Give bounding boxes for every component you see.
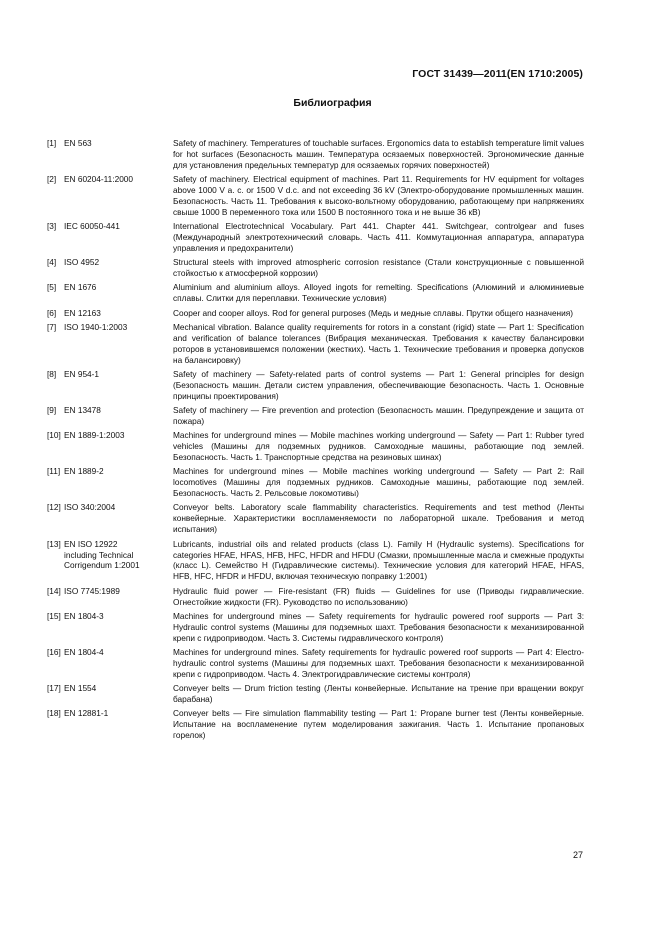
bibliography-entry (47, 174, 584, 218)
bibliography-entry (47, 647, 584, 680)
entry-standard-code: EN 563 (64, 138, 92, 148)
entry-description: Machines for underground mines — Mobile machines working underground — Safety — Part 1: Rubber tyred vehicles (Машины для подземных рудников. Самоходные машины, работающие под землей. Безопасность. Часть 1. Транспортные средства на резиновых шинах) (173, 430, 584, 463)
entry-number: [17] (47, 683, 61, 694)
document-header: ГОСТ 31439—2011(EN 1710:2005) (412, 68, 583, 80)
entry-standard-code: EN 12163 (64, 307, 101, 318)
entry-description: International Electrotechnical Vocabulary. Part 441. Chapter 441. Switchgear, controlgear and fuses (Международный электротехнический словарь. Часть 411. Коммутационная аппаратура, аппаратура управления и предохранители) (173, 221, 584, 253)
bibliography-entry (47, 430, 584, 463)
entry-standard-code: EN 1889-2 (64, 466, 104, 477)
entry-description: Lubricants, industrial oils and related products (class L). Family H (Hydraulic systems). Specifications for categories HFAE, HFAS, HFB, HFC, HFDR and HFDU (Смазки, промышленные масла и смежные продукты (класс L). Семейство H (Гидравлические системы). Технические условия для категорий HFAE, HFAS, HFB, HFC, HFDR и HFDU, включая техническую поправку 1:2001) (173, 538, 584, 582)
entry-standard-code: EN 1804-4 (64, 646, 104, 657)
bibliography-entry (47, 502, 584, 535)
entry-standard-code: EN ISO 12922 including Technical Corrigendum 1:2001 (64, 538, 140, 571)
entry-standard-code: EN 1889-1:2003 (64, 430, 125, 441)
entry-number: [4] (47, 257, 57, 268)
entry-standard-code: ISO 7745:1989 (64, 585, 120, 596)
bibliography-entry (47, 466, 584, 499)
entry-number: [14] (47, 585, 61, 596)
entry-number: [15] (47, 610, 61, 621)
bibliography-entry (47, 369, 584, 402)
entry-number: [8] (47, 368, 57, 379)
entry-description: Machines for underground mines — Safety requirements for hydraulic powered roof supports — Part 3: Hydraulic control systems (Машины для подземных шахт. Требования безопасности к механизированной крепи с гидроприводом. Часть 3. Системы гидравлического контроля) (173, 610, 584, 643)
entry-description: Safety of machinery. Temperatures of touchable surfaces. Ergonomics data to establish temperature limit values for hot surfaces (Безопасность машин. Температура осязаемых поверхностей. Эргономические данные для установления предельных температур для осязаемых горячих поверхностей) (173, 138, 584, 170)
entry-description: Conveyer belts — Drum friction testing (Ленты конвейерные. Испытание на трение при вращении вокруг барабана) (173, 683, 584, 704)
entry-standard-code: EN 13478 (64, 405, 101, 416)
entry-standard-code: EN 1676 (64, 282, 97, 293)
entry-number: [12] (47, 502, 61, 513)
entry-description: Machines for underground mines — Mobile machines working underground — Safety — Part 2: Rail locomotives (Машины для подземных рудников. Самоходные машины, работающие под землей. Безопасность. Часть 2. Рельсовые локомотивы) (173, 466, 584, 499)
entry-number: [13] (47, 538, 61, 549)
entry-number: [3] (47, 221, 57, 232)
entry-description: Cooper and cooper alloys. Rod for general purposes (Медь и медные сплавы. Прутки общего назначения) (173, 307, 574, 318)
entry-standard-code: ISO 340:2004 (64, 502, 116, 513)
bibliography-entry (47, 611, 584, 644)
entry-description: Conveyor belts. Laboratory scale flammability characteristics. Requirements and test method (Ленты конвейерные. Характеристики воспламеняемости по лабораторной шкале. Требования и метод испытания) (173, 502, 584, 535)
entry-description: Machines for underground mines. Safety requirements for hydraulic powered roof supports — Part 4: Electro-hydraulic control systems (Машины для подземных шахт. Требования безопасности к механизированной крепи с гидроприводом. Часть 4. Электрогидравлические системы контроля) (173, 646, 584, 679)
bibliography-entry (47, 257, 584, 279)
bibliography-entry (47, 282, 584, 304)
entry-standard-code: EN 1804-3 (64, 610, 104, 621)
entry-description: Hydraulic fluid power — Fire-resistant (FR) fluids — Guidelines for use (Приводы гидравлические. Огнестойкие жидкости (FR). Руководство по использованию) (173, 585, 584, 607)
entry-description: Mechanical vibration. Balance quality requirements for rotors in a constant (rigid) state — Part 1: Specification and verification of balance tolerances (Вибрация механическая. Требования к качеству балансировки роторов в установившемся положении (жестких). Часть 1. Технические требования и проверка допусков на балансировку) (173, 321, 584, 365)
entry-standard-code: EN 1554 (64, 683, 97, 694)
entry-standard-code: ISO 4952 (64, 257, 100, 268)
bibliography-entry (47, 138, 584, 171)
bibliography-list (47, 138, 584, 741)
page-number: 27 (572, 850, 583, 860)
entry-standard-code: ISO 1940-1:2003 (64, 321, 128, 332)
entry-description: Conveyer belts — Fire simulation flammability testing — Part 1: Propane burner test (Ленты конвейерные. Испытание на воспламенение путем моделирования зажигания. Часть 1. Испытание пропановых горелок) (173, 708, 584, 741)
entry-description: Structural steels with improved atmospheric corrosion resistance (Стали конструкционные с повышенной стойкостью к атмосферной коррозии) (173, 257, 584, 279)
entry-standard-code: EN 954-1 (64, 368, 100, 379)
entry-description: Safety of machinery — Safety-related parts of control systems — Part 1: General principles for design (Безопасность машин. Детали систем управления, обеспечивающие безопасность. Часть 1. Основные принципы проектирования) (173, 368, 584, 401)
bibliography-entry (47, 308, 584, 319)
entry-standard-code: EN 12881-1 (64, 708, 109, 719)
entry-standard-code: EN 60204-11:2000 (64, 174, 134, 185)
bibliography-entry (47, 221, 584, 254)
entry-number: [11] (47, 466, 61, 477)
entry-description: Safety of machinery. Electrical equipment of machines. Part 11. Requirements for HV equipment for voltages above 1000 V a. c. or 1500 V d.c. and not exceeding 36 kV (Электро-оборудование промышленных машин. Безопасность. Часть 11. Требования к высоко-вольтному оборудованию, работающему при напряжениях свыше 1000 В переменного тока или 1500 В постоянного тока и не выше 36 кВ) (173, 174, 584, 217)
entry-number: [6] (47, 307, 57, 318)
page-title: Библиография (293, 97, 372, 109)
entry-number: [10] (47, 430, 61, 441)
entry-number: [16] (47, 646, 61, 657)
entry-number: [9] (47, 405, 57, 416)
bibliography-entry (47, 708, 584, 741)
entry-description: Safety of machinery — Fire prevention and protection (Безопасность машин. Предупреждение и защита от пожара) (173, 405, 584, 426)
entry-description: Aluminium and aluminium alloys. Alloyed ingots for remelting. Specifications (Алюминий и алюминиевые сплавы. Слитки для переплавки. Технические условия) (173, 282, 584, 304)
bibliography-entry (47, 586, 584, 608)
bibliography-entry (47, 405, 584, 427)
entry-number: [7] (47, 321, 57, 332)
bibliography-entry (47, 539, 584, 583)
entry-number: [2] (47, 174, 57, 185)
entry-number: [5] (47, 282, 57, 293)
entry-number: [1] (47, 138, 57, 148)
bibliography-entry (47, 322, 584, 366)
bibliography-entry (47, 683, 584, 705)
entry-number: [18] (47, 708, 61, 719)
entry-standard-code: IEC 60050-441 (64, 221, 120, 232)
